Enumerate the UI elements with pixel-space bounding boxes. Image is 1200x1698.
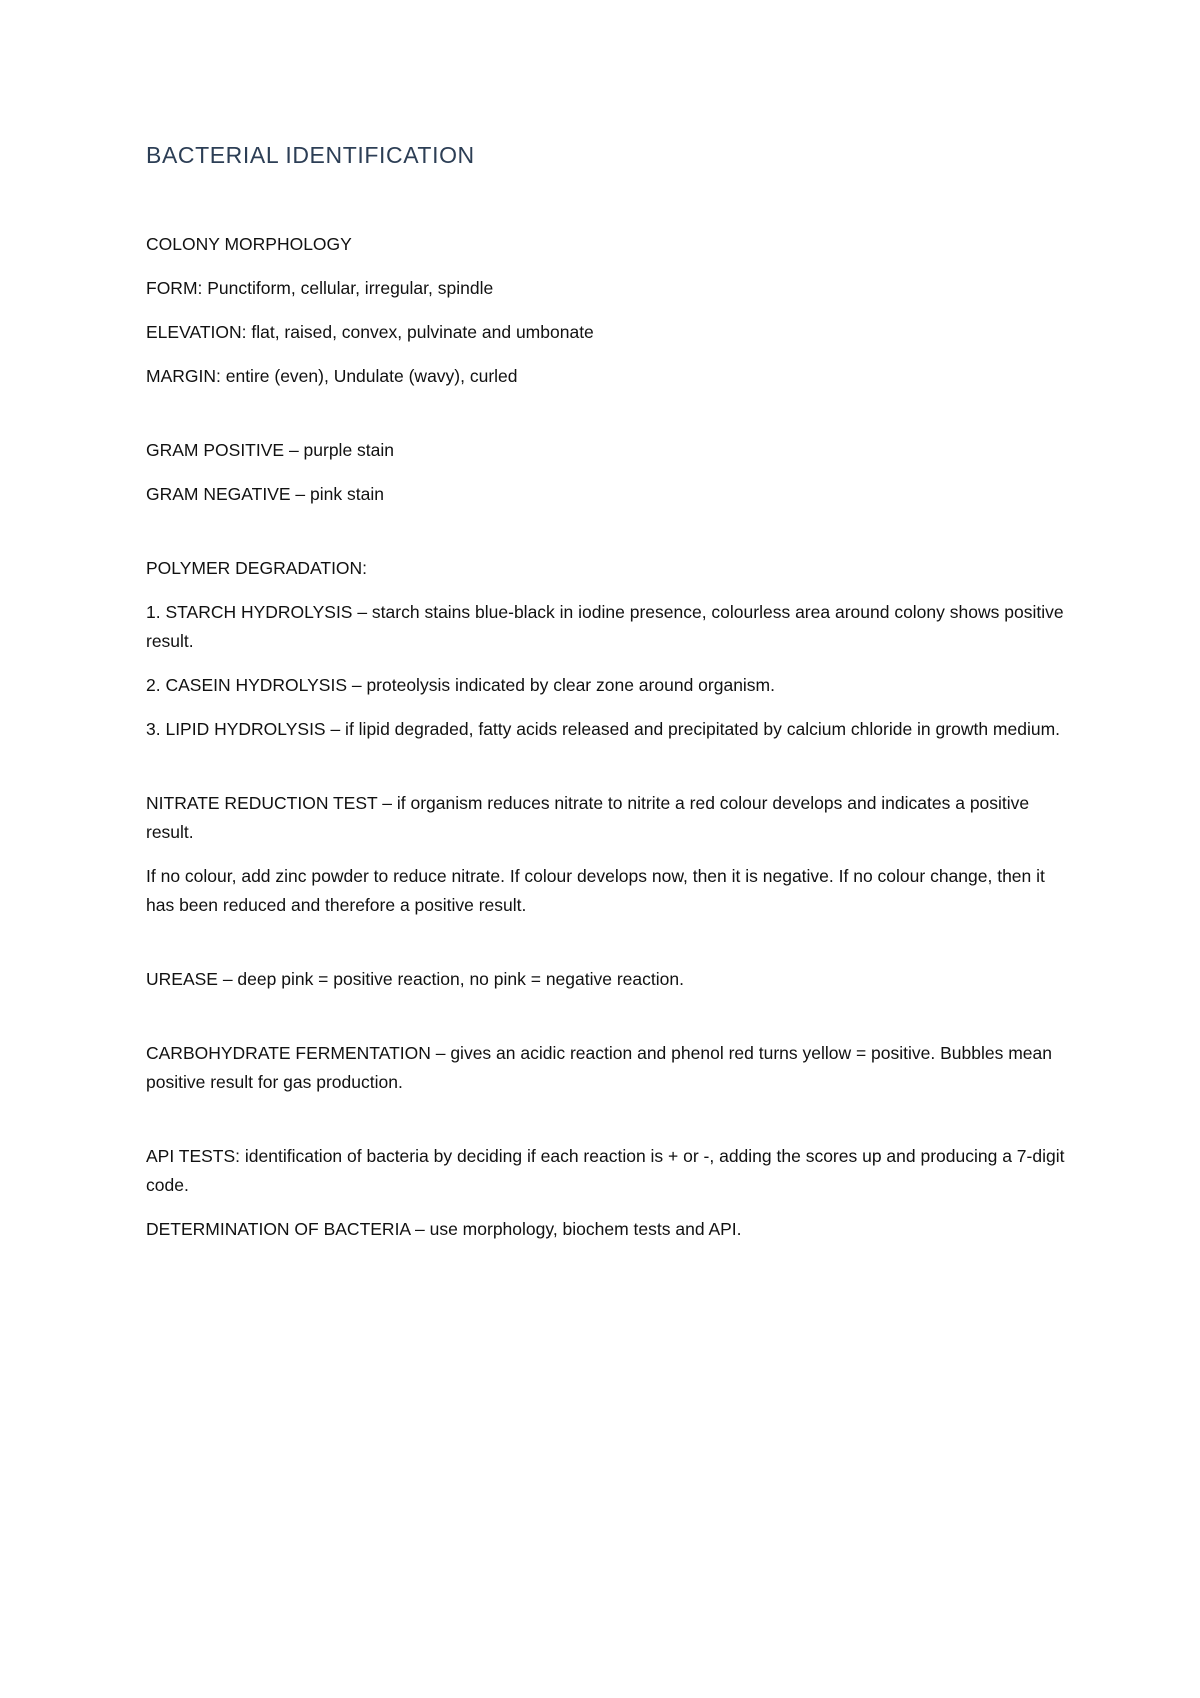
document-title: BACTERIAL IDENTIFICATION [146,142,475,168]
colony-morphology-heading: COLONY MORPHOLOGY [146,234,352,254]
elevation-line: ELEVATION: flat, raised, convex, pulvinate and umbonate [146,322,594,342]
form-line: FORM: Punctiform, cellular, irregular, spindle [146,278,494,298]
nitrate-reduction-line: NITRATE REDUCTION TEST – if organism reduces nitrate to nitrite a red colour develops and indicates a positive result. [146,793,1030,842]
gram-negative-line: GRAM NEGATIVE – pink stain [146,484,384,504]
urease-line: UREASE – deep pink = positive reaction, no pink = negative reaction. [146,969,684,989]
gram-positive-line: GRAM POSITIVE – purple stain [146,440,395,460]
determination-line: DETERMINATION OF BACTERIA – use morphology, biochem tests and API. [146,1219,742,1239]
casein-hydrolysis-line: 2. CASEIN HYDROLYSIS – proteolysis indicated by clear zone around organism. [146,675,776,695]
document-body [146,140,1066,1259]
zinc-powder-line: If no colour, add zinc powder to reduce nitrate. If colour develops now, then it is negative. If no colour change, then it has been reduced and therefore a positive result. [146,866,1045,915]
api-tests-line: API TESTS: identification of bacteria by deciding if each reaction is + or -, adding the scores up and producing a 7-digit code. [146,1146,1065,1195]
carbohydrate-fermentation-line: CARBOHYDRATE FERMENTATION – gives an acidic reaction and phenol red turns yellow = positive. Bubbles mean positive result for gas production. [146,1043,1053,1092]
margin-line: MARGIN: entire (even), Undulate (wavy), curled [146,366,518,386]
polymer-degradation-heading: POLYMER DEGRADATION: [146,558,368,578]
starch-hydrolysis-line: 1. STARCH HYDROLYSIS – starch stains blue-black in iodine presence, colourless area around colony shows positive result. [146,602,1064,651]
lipid-hydrolysis-line: 3. LIPID HYDROLYSIS – if lipid degraded, fatty acids released and precipitated by calcium chloride in growth medium. [146,719,1061,739]
